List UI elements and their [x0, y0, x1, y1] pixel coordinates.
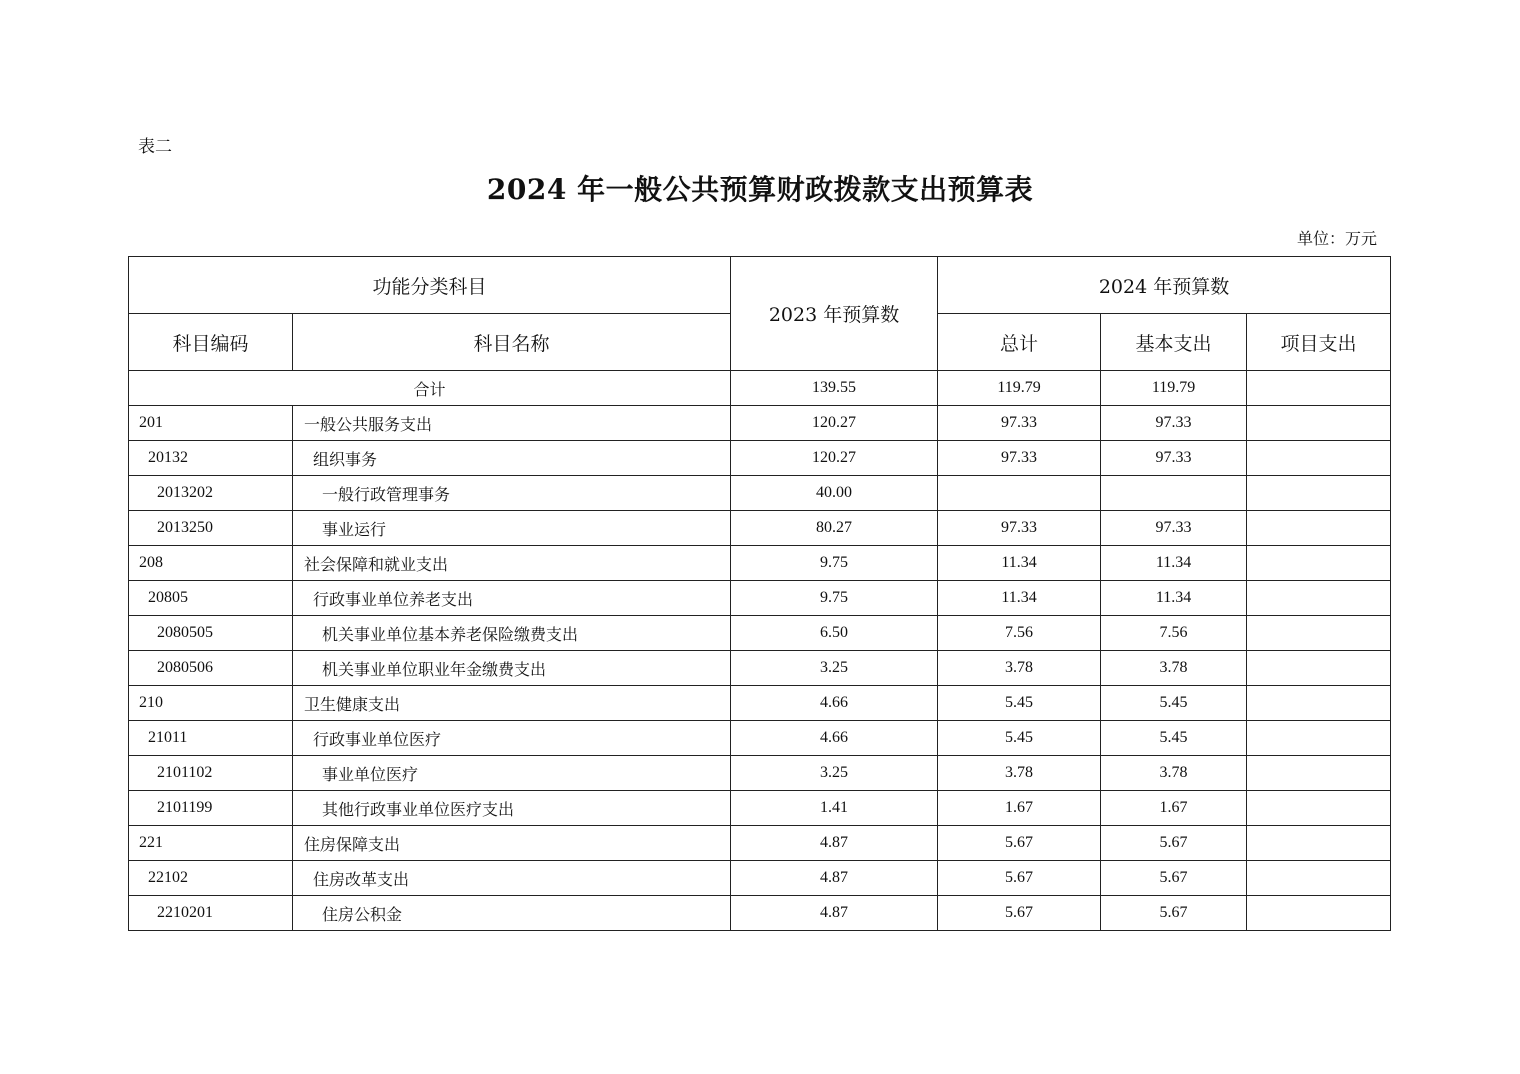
project-cell [1247, 686, 1391, 721]
total-cell: 97.33 [938, 441, 1101, 476]
basic-cell: 5.45 [1101, 686, 1247, 721]
table-row [129, 581, 1391, 616]
unit-label: 单位：万元 [1296, 229, 1377, 248]
name-cell: 一般公共服务支出 [293, 406, 731, 441]
prev-year-cell: 4.66 [731, 721, 938, 756]
total-cell: 3.78 [938, 756, 1101, 791]
prev-year-cell: 4.87 [731, 826, 938, 861]
func-group-header: 功能分类科目 [129, 257, 731, 314]
code-cell: 2210201 [129, 896, 293, 931]
basic-cell: 97.33 [1101, 511, 1247, 546]
name-header: 科目名称 [293, 314, 731, 371]
project-cell [1247, 721, 1391, 756]
total-cell: 11.34 [938, 581, 1101, 616]
name-cell: 事业单位医疗 [293, 756, 731, 791]
total-project-cell [1247, 371, 1391, 406]
project-cell [1247, 826, 1391, 861]
code-cell: 21011 [129, 721, 293, 756]
basic-cell: 97.33 [1101, 406, 1247, 441]
table-row [129, 616, 1391, 651]
code-cell: 2080506 [129, 651, 293, 686]
table-row [129, 546, 1391, 581]
total-cell: 5.67 [938, 826, 1101, 861]
table-row [129, 651, 1391, 686]
prev-year-cell: 1.41 [731, 791, 938, 826]
code-cell: 2101199 [129, 791, 293, 826]
project-cell [1247, 896, 1391, 931]
total-row [129, 371, 1391, 406]
total-cell: 5.67 [938, 896, 1101, 931]
code-cell: 221 [129, 826, 293, 861]
prev-year-cell: 4.87 [731, 896, 938, 931]
basic-cell: 5.67 [1101, 861, 1247, 896]
name-cell: 机关事业单位基本养老保险缴费支出 [293, 616, 731, 651]
total-cell: 97.33 [938, 406, 1101, 441]
total-header: 总计 [938, 314, 1101, 371]
project-cell [1247, 406, 1391, 441]
table-row [129, 721, 1391, 756]
budget-table [128, 256, 1391, 931]
project-cell [1247, 546, 1391, 581]
project-cell [1247, 441, 1391, 476]
table-row [129, 406, 1391, 441]
name-cell: 社会保障和就业支出 [293, 546, 731, 581]
basic-cell: 5.67 [1101, 826, 1247, 861]
code-cell: 210 [129, 686, 293, 721]
total-total-cell: 119.79 [938, 371, 1101, 406]
project-cell [1247, 581, 1391, 616]
code-cell: 2101102 [129, 756, 293, 791]
code-header: 科目编码 [129, 314, 293, 371]
table-row [129, 791, 1391, 826]
table-row [129, 476, 1391, 511]
table-label: 表二 [138, 137, 172, 157]
table-row [129, 826, 1391, 861]
page-title: 2024 年一般公共预算财政拨款支出预算表 [486, 173, 1034, 206]
name-cell: 行政事业单位养老支出 [293, 581, 731, 616]
total-prev-cell: 139.55 [731, 371, 938, 406]
code-cell: 20132 [129, 441, 293, 476]
project-cell [1247, 651, 1391, 686]
prev-year-cell: 120.27 [731, 441, 938, 476]
code-cell: 2013250 [129, 511, 293, 546]
name-cell: 行政事业单位医疗 [293, 721, 731, 756]
header-row-1 [129, 257, 1391, 314]
project-cell [1247, 476, 1391, 511]
prev-year-cell: 120.27 [731, 406, 938, 441]
project-header: 项目支出 [1247, 314, 1391, 371]
name-cell: 一般行政管理事务 [293, 476, 731, 511]
total-cell: 5.45 [938, 721, 1101, 756]
prev-year-cell: 6.50 [731, 616, 938, 651]
prev-year-cell: 3.25 [731, 651, 938, 686]
table-row [129, 686, 1391, 721]
name-cell: 组织事务 [293, 441, 731, 476]
prev-year-cell: 3.25 [731, 756, 938, 791]
code-cell: 20805 [129, 581, 293, 616]
table-row [129, 441, 1391, 476]
basic-cell [1101, 476, 1247, 511]
total-cell: 1.67 [938, 791, 1101, 826]
code-cell: 2080505 [129, 616, 293, 651]
code-cell: 22102 [129, 861, 293, 896]
name-cell: 其他行政事业单位医疗支出 [293, 791, 731, 826]
total-cell: 7.56 [938, 616, 1101, 651]
code-cell: 208 [129, 546, 293, 581]
prev-year-header: 2023 年预算数 [731, 257, 938, 371]
project-cell [1247, 861, 1391, 896]
code-cell: 201 [129, 406, 293, 441]
name-cell: 住房保障支出 [293, 826, 731, 861]
cur-year-group-header: 2024 年预算数 [938, 257, 1391, 314]
total-cell: 3.78 [938, 651, 1101, 686]
project-cell [1247, 511, 1391, 546]
total-cell: 5.45 [938, 686, 1101, 721]
table-row [129, 861, 1391, 896]
basic-cell: 11.34 [1101, 581, 1247, 616]
project-cell [1247, 791, 1391, 826]
basic-cell: 5.45 [1101, 721, 1247, 756]
basic-cell: 1.67 [1101, 791, 1247, 826]
table-row [129, 756, 1391, 791]
name-cell: 住房改革支出 [293, 861, 731, 896]
total-cell [938, 476, 1101, 511]
name-cell: 机关事业单位职业年金缴费支出 [293, 651, 731, 686]
total-label: 合计 [129, 371, 731, 406]
name-cell: 事业运行 [293, 511, 731, 546]
prev-year-cell: 4.66 [731, 686, 938, 721]
total-cell: 5.67 [938, 861, 1101, 896]
prev-year-cell: 4.87 [731, 861, 938, 896]
total-basic-cell: 119.79 [1101, 371, 1247, 406]
code-cell: 2013202 [129, 476, 293, 511]
prev-year-cell: 9.75 [731, 546, 938, 581]
basic-header: 基本支出 [1101, 314, 1247, 371]
name-cell: 卫生健康支出 [293, 686, 731, 721]
basic-cell: 97.33 [1101, 441, 1247, 476]
total-cell: 11.34 [938, 546, 1101, 581]
prev-year-cell: 40.00 [731, 476, 938, 511]
project-cell [1247, 616, 1391, 651]
basic-cell: 5.67 [1101, 896, 1247, 931]
project-cell [1247, 756, 1391, 791]
basic-cell: 3.78 [1101, 651, 1247, 686]
basic-cell: 7.56 [1101, 616, 1247, 651]
total-cell: 97.33 [938, 511, 1101, 546]
basic-cell: 3.78 [1101, 756, 1247, 791]
table-row [129, 511, 1391, 546]
basic-cell: 11.34 [1101, 546, 1247, 581]
prev-year-cell: 9.75 [731, 581, 938, 616]
table-row [129, 896, 1391, 931]
name-cell: 住房公积金 [293, 896, 731, 931]
prev-year-cell: 80.27 [731, 511, 938, 546]
